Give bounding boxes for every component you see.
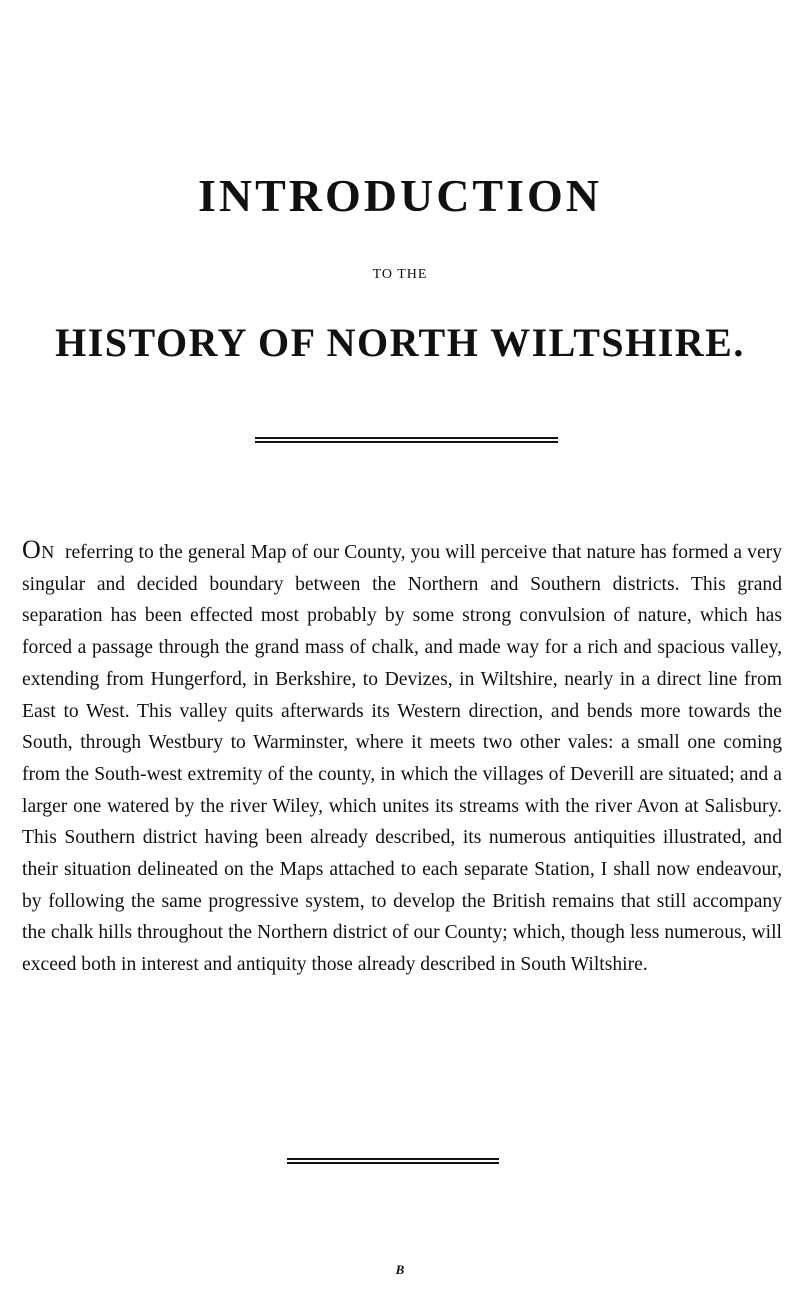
title-connector: TO THE	[372, 267, 428, 282]
bottom-double-rule	[287, 1158, 499, 1164]
page-subtitle: HISTORY OF NORTH WILTSHIRE.	[55, 320, 745, 365]
paragraph-text: referring to the general Map of our County, you will perceive that nature has formed a very singular and decided boundary between the Northern and Southern districts. This grand separation has been effected most probably by some strong convulsion of nature, which has forced a passage through the grand mass of chalk, and made way for a rich and spacious valley, extending from Hungerford, in Berkshire, to Devizes, in Wiltshire, nearly in a direct line from East to West. This valley quits afterwards its Western direction, and bends more towards the South, through Westbury to Warminster, where it meets two other vales: a small one coming from the South-west extremity of the county, in which the villages of Deverill are situated; and a larger one watered by the river Wiley, which unites its streams with the river Avon at Salisbury. This Southern district having been already described, its numerous antiquities illustrated, and their situation delineated on the Maps attached to each separate Station, I shall now endeavour, by following the same progressive system, to develop the British remains that still accompany the chalk hills throughout the Northern district of our County; which, though less numerous, will exceed both in interest and antiquity those already described in South Wiltshire.	[22, 542, 782, 976]
top-double-rule	[255, 437, 558, 443]
page-title: INTRODUCTION	[197, 170, 603, 221]
introduction-paragraph	[22, 534, 782, 981]
page-signature-mark: B	[395, 1262, 405, 1277]
opening-word: On	[22, 535, 55, 564]
